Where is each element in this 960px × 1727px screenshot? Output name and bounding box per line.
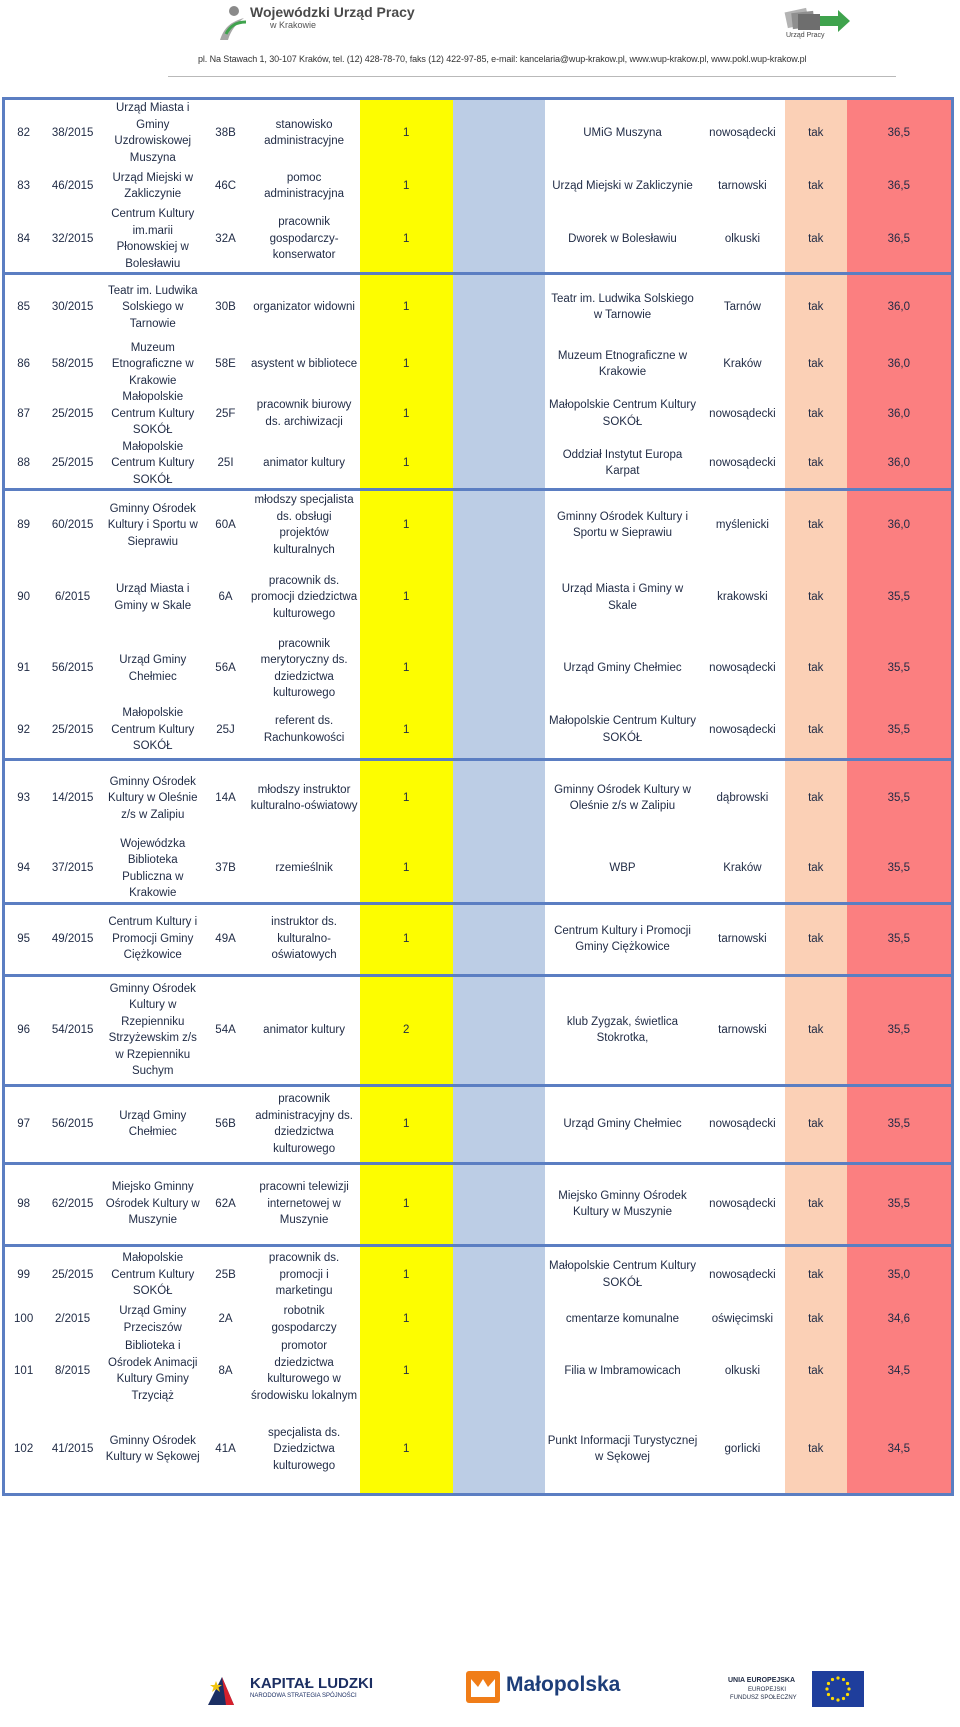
offer-code-cell: 25F [215, 407, 236, 420]
job-count-cell: 1 [360, 636, 453, 702]
blank-cell-cell [453, 636, 545, 702]
score-cell: 36,0 [847, 274, 953, 340]
offer-code-cell: 37B [215, 862, 236, 875]
application-number-cell: 37/2015 [51, 862, 94, 875]
row-number-cell: 95 [4, 903, 43, 975]
row-number-cell: 99 [4, 1245, 43, 1303]
job-position-cell: specjalista ds. Dziedzictwa kulturowego [267, 1426, 341, 1472]
row-number-cell: 89 [4, 490, 43, 560]
organization-name-cell: Urząd Gminy Przeciszów [119, 1305, 187, 1334]
county-cell: gorlicki [724, 1443, 761, 1455]
job-position-cell: stanowisko administracyjne [264, 118, 345, 147]
offer-code-cell: 58E [215, 358, 236, 370]
job-count-cell: 1 [360, 490, 453, 560]
workplace-cell: Małopolskie Centrum Kultury SOKÓŁ [548, 399, 696, 428]
job-count-cell: 1 [360, 560, 453, 636]
county-cell: olkuski [724, 1364, 760, 1377]
application-number-cell: 58/2015 [51, 358, 94, 370]
job-position-cell: organizator widowni [249, 274, 360, 340]
eligibility-cell: tak [785, 274, 847, 340]
eligibility-cell: tak [785, 702, 847, 760]
eligibility-cell: tak [785, 975, 847, 1085]
organization-name-cell: Małopolskie Centrum Kultury SOKÓŁ [111, 391, 195, 436]
kapital-ludzki-subtitle: NARODOWA STRATEGIA SPÓJNOŚCI [250, 1693, 357, 1699]
kapital-ludzki-title: KAPITAŁ LUDZKI [250, 1675, 374, 1692]
table-row [4, 439, 953, 490]
job-count-cell: 1 [360, 1245, 453, 1303]
county-cell: tarnowski [700, 903, 785, 975]
offer-code-cell: 56A [215, 662, 236, 675]
offer-code-cell: 60A [203, 490, 249, 560]
row-number-cell: 87 [17, 407, 31, 420]
score-cell: 34,6 [847, 1303, 953, 1336]
row-number-cell: 85 [4, 274, 43, 340]
eligibility-cell: tak [785, 99, 847, 167]
eligibility-cell: tak [785, 490, 847, 560]
score-cell: 36,5 [847, 206, 953, 274]
eligibility-cell: tak [785, 1245, 847, 1303]
blank-cell-cell [453, 206, 545, 274]
eligibility-cell: tak [785, 439, 847, 490]
offer-code-cell: 2A [218, 1313, 233, 1326]
workplace-cell: Urząd Gminy Chełmiec [545, 1085, 700, 1163]
score-cell: 35,5 [847, 975, 953, 1085]
workplace-cell: Filia w Imbramowicach [564, 1364, 681, 1377]
score-cell: 35,5 [847, 903, 953, 975]
table-row [4, 636, 953, 702]
workplace-cell: Małopolskie Centrum Kultury SOKÓŁ [545, 1245, 700, 1303]
score-cell: 35,5 [847, 702, 953, 760]
ranking-table-wrapper [2, 97, 954, 1496]
workplace-cell: Centrum Kultury i Promocji Gminy Ciężkowice [545, 903, 700, 975]
wup-logo-icon [216, 4, 248, 44]
blank-cell-cell [453, 975, 545, 1085]
blank-cell-cell [453, 166, 545, 206]
organization-name-cell: Biblioteka i Ośrodek Animacji Kultury Gminy Trzyciąż [108, 1340, 198, 1402]
organization-name-cell: Wojewódzka Biblioteka Publiczna w Krakowie [120, 837, 186, 899]
score-cell: 35,5 [847, 760, 953, 836]
score-cell: 36,5 [847, 166, 953, 206]
job-count-cell: 1 [360, 166, 453, 206]
organization-name-cell: Małopolskie Centrum Kultury SOKÓŁ [111, 707, 195, 752]
offer-code-cell: 54A [203, 975, 249, 1085]
eligibility-cell: tak [785, 1163, 847, 1245]
organization-name-cell: Gminny Ośrodek Kultury w Rzepienniku Strzyżewskim z/s w Rzepienniku Suchym [103, 975, 203, 1085]
score-cell: 36,0 [847, 340, 953, 390]
offer-code-cell: 8A [218, 1364, 233, 1377]
blank-cell-cell [453, 1245, 545, 1303]
job-count-cell: 1 [360, 1163, 453, 1245]
eu-star-icon [836, 1698, 839, 1701]
score-cell: 36,5 [847, 99, 953, 167]
offer-code-cell: 25J [216, 723, 235, 736]
offer-code-cell: 38B [215, 126, 236, 139]
job-count-cell: 1 [360, 1085, 453, 1163]
county-cell: Kraków [723, 358, 762, 370]
workplace-cell: Gminny Ośrodek Kultury i Sportu w Sieprawiu [545, 490, 700, 560]
row-number-cell: 96 [4, 975, 43, 1085]
row-number-cell: 101 [14, 1364, 34, 1377]
row-number-cell: 83 [17, 179, 31, 192]
table-row [4, 206, 953, 274]
blank-cell-cell [453, 1163, 545, 1245]
workplace-cell: cmentarze komunalne [565, 1313, 680, 1326]
application-number-cell: 54/2015 [42, 975, 103, 1085]
job-count-cell: 1 [360, 274, 453, 340]
eu-star-icon [831, 1678, 834, 1681]
table-body [4, 99, 953, 1495]
county-cell: nowosądecki [709, 457, 776, 469]
job-position-cell: rzemieślnik [275, 862, 333, 875]
table-row [4, 1406, 953, 1494]
job-position-cell: asystent w bibliotece [251, 358, 358, 370]
table-row [4, 99, 953, 167]
eu-star-icon [842, 1678, 845, 1681]
job-count-cell: 1 [360, 1406, 453, 1494]
workplace-cell: WBP [609, 862, 636, 875]
county-cell: Kraków [723, 862, 762, 875]
table-row [4, 975, 953, 1085]
job-position-cell: pracownik ds. promocji i marketingu [249, 1245, 360, 1303]
application-number-cell: 49/2015 [42, 903, 103, 975]
workplace-cell: klub Zygzak, świetlica Stokrotka, [545, 975, 700, 1085]
eu-star-icon [836, 1676, 839, 1679]
row-number-cell: 82 [17, 126, 31, 139]
application-number-cell: 30/2015 [42, 274, 103, 340]
job-position-cell: młodszy instruktor kulturalno-oświatowy [249, 760, 360, 836]
score-cell: 36,0 [847, 439, 953, 490]
blank-cell-cell [453, 903, 545, 975]
application-number-cell: 25/2015 [51, 723, 94, 736]
table-row [4, 274, 953, 340]
organization-name-cell: Gminny Ośrodek Kultury w Oleśnie z/s w Zalipiu [103, 760, 203, 836]
workplace-cell: Urząd Gminy Chełmiec [563, 662, 682, 675]
application-number-cell: 6/2015 [55, 591, 91, 604]
eu-star-icon [847, 1687, 850, 1690]
eu-star-icon [842, 1697, 845, 1700]
eligibility-cell: tak [785, 206, 847, 274]
county-cell: krakowski [717, 591, 768, 604]
offer-code-cell: 32A [215, 232, 236, 245]
county-cell: nowosądecki [709, 407, 776, 420]
offer-code-cell: 30B [203, 274, 249, 340]
score-cell: 36,0 [847, 490, 953, 560]
application-number-cell: 14/2015 [42, 760, 103, 836]
table-row [4, 1336, 953, 1406]
kapital-ludzki-logo-icon [206, 1671, 236, 1707]
offer-code-cell: 6A [218, 591, 233, 604]
eu-subtitle-1: EUROPEJSKI [748, 1687, 787, 1693]
job-position-cell: promotor dziedzictwa kulturowego w środowisku lokalnym [251, 1340, 358, 1402]
offer-code-cell: 49A [203, 903, 249, 975]
workplace-cell: Teatr im. Ludwika Solskiego w Tarnowie [545, 274, 700, 340]
eligibility-cell: tak [785, 903, 847, 975]
offer-code-cell: 46C [214, 179, 237, 192]
table-row [4, 1303, 953, 1336]
workplace-cell: Oddział Instytut Europa Karpat [562, 448, 683, 478]
row-number-cell: 100 [14, 1313, 34, 1326]
org-name: Wojewódzki Urząd Pracy [250, 4, 415, 20]
eu-star-icon [846, 1693, 849, 1696]
row-number-cell: 98 [4, 1163, 43, 1245]
header-divider [168, 76, 896, 77]
blank-cell-cell [453, 340, 545, 390]
score-cell: 35,5 [847, 836, 953, 904]
job-count-cell: 1 [360, 389, 453, 439]
application-number-cell: 25/2015 [51, 407, 94, 420]
eligibility-cell: tak [785, 166, 847, 206]
workplace-cell: Gminny Ośrodek Kultury w Oleśnie z/s w Zalipiu [545, 760, 700, 836]
blank-cell-cell [453, 490, 545, 560]
county-cell: tarnowski [718, 179, 767, 192]
application-number-cell: 8/2015 [55, 1364, 91, 1377]
application-number-cell: 38/2015 [51, 126, 94, 139]
organization-name-cell: Urząd Gminy Chełmiec [119, 654, 187, 683]
county-cell: nowosądecki [709, 723, 776, 736]
blank-cell-cell [453, 760, 545, 836]
blank-cell-cell [453, 1085, 545, 1163]
organization-name-cell: Gminny Ośrodek Kultury i Sportu w Sieprawiu [103, 490, 203, 560]
organization-name-cell: Gminny Ośrodek Kultury w Sękowej [105, 1434, 200, 1464]
blank-cell-cell [453, 836, 545, 904]
row-number-cell: 93 [4, 760, 43, 836]
eligibility-cell: tak [785, 1336, 847, 1406]
row-number-cell: 102 [14, 1443, 34, 1455]
job-count-cell: 1 [360, 760, 453, 836]
eligibility-cell: tak [785, 760, 847, 836]
eu-star-icon [827, 1693, 830, 1696]
table-row [4, 702, 953, 760]
organization-name-cell: Muzeum Etnograficzne w Krakowie [111, 341, 194, 387]
job-count-cell: 1 [360, 206, 453, 274]
job-count-cell: 2 [360, 975, 453, 1085]
table-row [4, 490, 953, 560]
offer-code-cell: 14A [203, 760, 249, 836]
organization-name-cell: Małopolskie Centrum Kultury SOKÓŁ [103, 1245, 203, 1303]
job-position-cell: robotnik gospodarczy [271, 1305, 337, 1334]
row-number-cell: 90 [17, 591, 31, 604]
score-cell: 34,5 [847, 1336, 953, 1406]
row-number-cell: 91 [17, 662, 31, 675]
application-number-cell: 56/2015 [42, 1085, 103, 1163]
row-number-cell: 88 [17, 457, 31, 469]
contact-address: pl. Na Stawach 1, 30-107 Kraków, tel. (12) 428-78-70, faks (12) 422-97-85, e-mail: kancelaria@wup-krakow.pl, www.wup-krakow.pl, www.pokl.wup-krakow.pl [198, 54, 807, 64]
county-cell: nowosądecki [700, 1245, 785, 1303]
county-cell: olkuski [724, 232, 760, 245]
ranking-table [2, 97, 954, 1496]
table-row [4, 760, 953, 836]
score-cell: 34,5 [847, 1406, 953, 1494]
job-count-cell: 1 [360, 340, 453, 390]
offer-code-cell: 62A [203, 1163, 249, 1245]
eu-subtitle-2: FUNDUSZ SPOŁECZNY [730, 1695, 797, 1701]
county-cell: nowosądecki [700, 1163, 785, 1245]
footer-logos [0, 1655, 960, 1715]
blank-cell-cell [453, 1406, 545, 1494]
score-cell: 35,5 [847, 636, 953, 702]
eligibility-cell: tak [785, 1406, 847, 1494]
score-cell: 35,5 [847, 560, 953, 636]
application-number-cell: 25/2015 [51, 457, 94, 469]
organization-name-cell: Urząd Miasta i Gminy w Skale [114, 583, 192, 612]
table-row [4, 166, 953, 206]
eligibility-cell: tak [785, 1085, 847, 1163]
organization-name-cell: Miejsko Gminny Ośrodek Kultury w Muszynie [103, 1163, 203, 1245]
offer-code-cell: 25B [203, 1245, 249, 1303]
job-position-cell: pracownik gospodarczy-konserwator [269, 216, 339, 262]
row-number-cell: 94 [17, 862, 31, 875]
organization-name-cell: Teatr im. Ludwika Solskiego w Tarnowie [103, 274, 203, 340]
eu-star-icon [827, 1682, 830, 1685]
org-subtitle: w Krakowie [270, 20, 317, 30]
job-count-cell: 1 [360, 836, 453, 904]
application-number-cell: 32/2015 [51, 232, 94, 245]
county-cell: nowosądecki [709, 126, 776, 139]
malopolska-title: Małopolska [506, 1673, 621, 1696]
offer-code-cell: 25I [217, 457, 234, 469]
application-number-cell: 62/2015 [42, 1163, 103, 1245]
job-count-cell: 1 [360, 1303, 453, 1336]
job-position-cell: pracownik ds. promocji dziedzictwa kulturowego [251, 574, 358, 620]
job-count-cell: 1 [360, 702, 453, 760]
eu-flag-icon [812, 1671, 864, 1707]
workplace-cell: Punkt Informacji Turystycznej w Sękowej [547, 1434, 698, 1464]
blank-cell-cell [453, 439, 545, 490]
organization-name-cell: Urząd Gminy Chełmiec [103, 1085, 203, 1163]
score-cell: 35,5 [847, 1163, 953, 1245]
table-row [4, 560, 953, 636]
county-cell: Tarnów [700, 274, 785, 340]
organization-name-cell: Urząd Miasta i Gminy Uzdrowiskowej Muszyna [114, 102, 192, 164]
malopolska-logo-icon [466, 1671, 500, 1703]
organization-name-cell: Centrum Kultury i Promocji Gminy Ciężkowice [103, 903, 203, 975]
eligibility-cell: tak [785, 389, 847, 439]
eu-star-icon [831, 1697, 834, 1700]
eu-title: UNIA EUROPEJSKA [728, 1677, 796, 1684]
eligibility-cell: tak [785, 1303, 847, 1336]
row-number-cell: 86 [17, 358, 31, 370]
county-cell: nowosądecki [709, 662, 776, 675]
eu-star-icon [846, 1682, 849, 1685]
county-cell: tarnowski [700, 975, 785, 1085]
eligibility-cell: tak [785, 636, 847, 702]
job-count-cell: 1 [360, 1336, 453, 1406]
table-row [4, 1245, 953, 1303]
organization-name-cell: Centrum Kultury im.marii Płonowskiej w Bolesławiu [111, 208, 195, 270]
score-cell: 35,0 [847, 1245, 953, 1303]
row-number-cell: 84 [17, 232, 31, 245]
application-number-cell: 25/2015 [42, 1245, 103, 1303]
application-number-cell: 56/2015 [51, 662, 94, 675]
blank-cell-cell [453, 274, 545, 340]
blank-cell-cell [453, 1303, 545, 1336]
score-cell: 35,5 [847, 1085, 953, 1163]
blank-cell-cell [453, 702, 545, 760]
blank-cell-cell [453, 99, 545, 167]
table-row [4, 836, 953, 904]
organization-name-cell: Urząd Miejski w Zakliczynie [112, 171, 193, 200]
blank-cell-cell [453, 389, 545, 439]
county-cell: nowosądecki [700, 1085, 785, 1163]
row-number-cell: 92 [17, 723, 31, 736]
workplace-cell: Urząd Miejski w Zakliczynie [552, 179, 693, 192]
job-count-cell: 1 [360, 903, 453, 975]
job-position-cell: pracownik administracyjny ds. dziedzictwa kulturowego [249, 1085, 360, 1163]
job-position-cell: referent ds. Rachunkowości [263, 715, 345, 744]
county-cell: oświęcimski [711, 1313, 774, 1326]
workplace-cell: Małopolskie Centrum Kultury SOKÓŁ [548, 715, 696, 744]
organization-name-cell: Małopolskie Centrum Kultury SOKÓŁ [111, 440, 195, 486]
job-position-cell: pracownik biurowy ds. archiwizacji [256, 399, 352, 428]
county-cell: myślenicki [700, 490, 785, 560]
score-cell: 36,0 [847, 389, 953, 439]
job-position-cell: młodszy specjalista ds. obsługi projektów kulturalnych [249, 490, 360, 560]
workplace-cell: Muzeum Etnograficzne w Krakowie [557, 349, 688, 379]
blank-cell-cell [453, 1336, 545, 1406]
table-row [4, 903, 953, 975]
county-cell: dąbrowski [700, 760, 785, 836]
table-row [4, 1163, 953, 1245]
job-position-cell: animator kultury [249, 975, 360, 1085]
job-count-cell: 1 [360, 439, 453, 490]
table-row [4, 389, 953, 439]
table-row [4, 340, 953, 390]
job-position-cell: pomoc administracyjna [264, 171, 345, 200]
application-number-cell: 60/2015 [42, 490, 103, 560]
row-number-cell: 97 [4, 1085, 43, 1163]
application-number-cell: 46/2015 [51, 179, 94, 192]
job-count-cell: 1 [360, 99, 453, 167]
eligibility-cell: tak [785, 836, 847, 904]
letterhead [0, 0, 960, 80]
job-position-cell: animator kultury [263, 457, 345, 469]
application-number-cell: 41/2015 [51, 1443, 94, 1455]
eu-star-icon [825, 1687, 828, 1690]
table-row [4, 1085, 953, 1163]
workplace-cell: UMiG Muszyna [583, 126, 662, 139]
eligibility-cell: tak [785, 560, 847, 636]
urzad-pracy-label: Urząd Pracy [786, 32, 825, 39]
workplace-cell: Miejsko Gminny Ośrodek Kultury w Muszynie [545, 1163, 700, 1245]
offer-code-cell: 56B [203, 1085, 249, 1163]
job-position-cell: instruktor ds. kulturalno-oświatowych [249, 903, 360, 975]
eligibility-cell: tak [785, 340, 847, 390]
job-position-cell: pracownik merytoryczny ds. dziedzictwa kulturowego [260, 637, 348, 699]
workplace-cell: Dworek w Bolesławiu [568, 232, 677, 245]
workplace-cell: Urząd Miasta i Gminy w Skale [561, 583, 684, 612]
offer-code-cell: 41A [215, 1443, 236, 1455]
job-position-cell: pracowni telewizji internetowej w Muszynie [249, 1163, 360, 1245]
application-number-cell: 2/2015 [55, 1313, 91, 1326]
blank-cell-cell [453, 560, 545, 636]
